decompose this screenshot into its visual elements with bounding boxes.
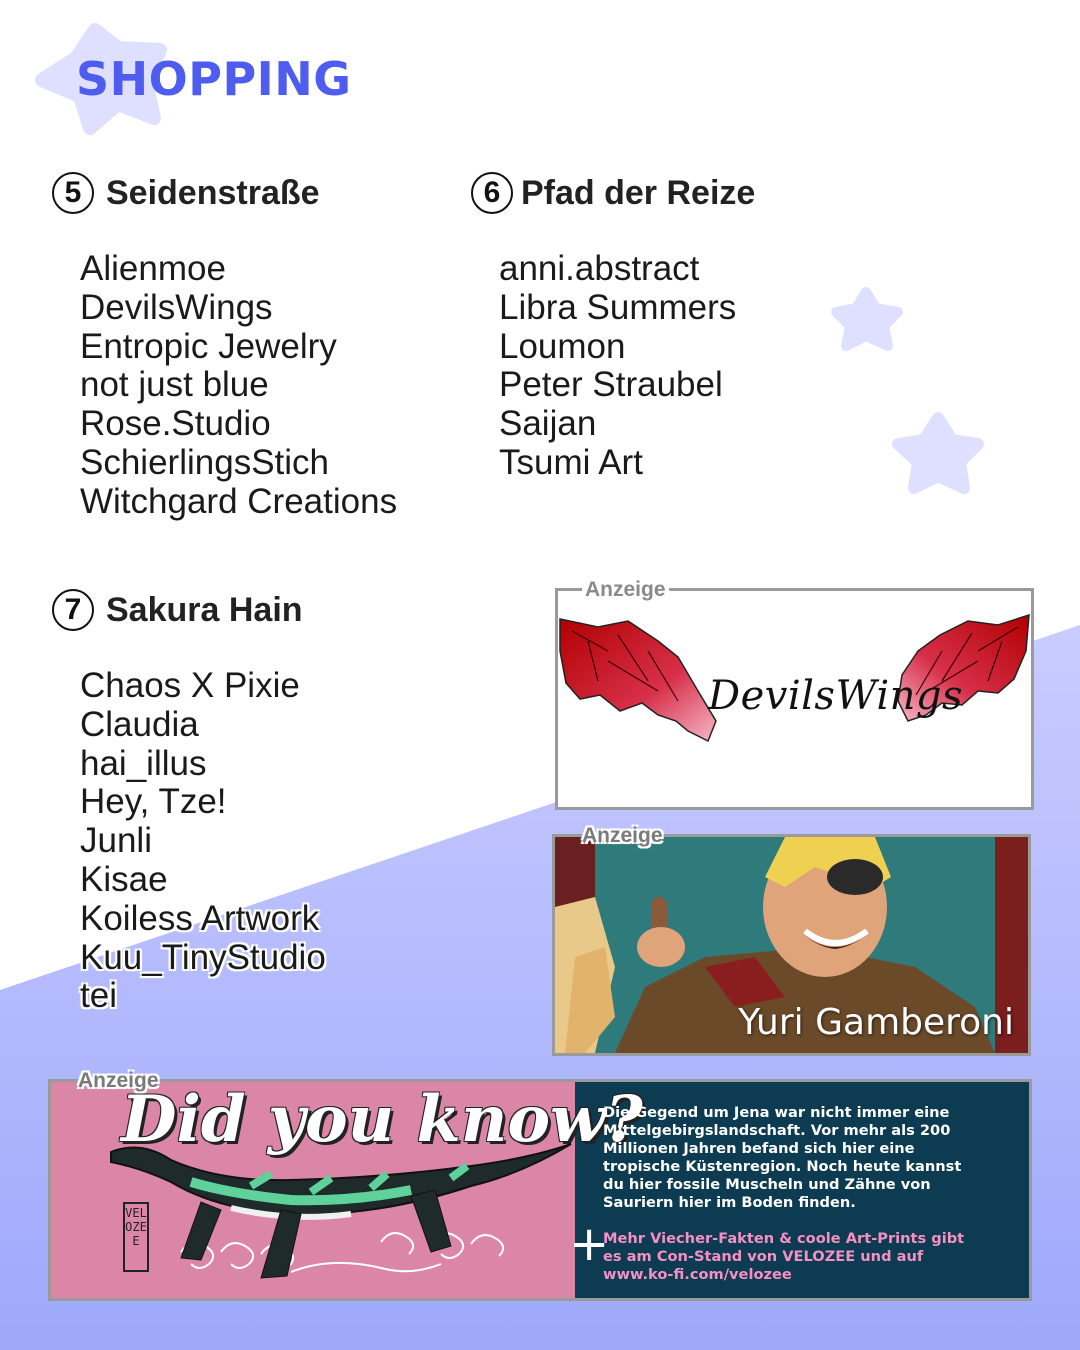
vendor-item: Saijan [499, 404, 597, 444]
vendor-item: not just blue [80, 365, 269, 405]
vendor-item: anni.abstract [499, 249, 700, 288]
section-sakura-hain [52, 589, 326, 1016]
vendor-item: tei [80, 976, 117, 1016]
section-title: Sakura Hain [106, 590, 303, 629]
vendor-item: Claudia [80, 704, 199, 744]
vendor-item: Alienmoe [80, 249, 226, 288]
vendor-item: Entropic Jewelry [80, 326, 337, 366]
velozee-did-you-know-ad[interactable] [48, 1069, 1032, 1301]
plus-icon: + [569, 1216, 610, 1272]
star-decoration [836, 292, 898, 346]
vendor-item: Koiless Artwork [80, 898, 320, 938]
star-decoration [898, 418, 978, 488]
section-number-badge: 6 [471, 172, 513, 214]
did-you-know-headline: Did you know? [121, 1082, 643, 1157]
vendor-item: SchierlingsStich [80, 442, 329, 482]
section-seidenstrasse [52, 172, 397, 522]
section-number-badge: 7 [52, 589, 94, 631]
section-number-badge: 5 [52, 172, 94, 214]
section-header [52, 589, 326, 631]
page-title: SHOPPING [76, 52, 352, 106]
vendor-item: Libra Summers [499, 287, 737, 327]
vendor-item: hai_illus [80, 743, 207, 783]
section-header [471, 172, 755, 214]
vendor-item: DevilsWings [80, 287, 273, 327]
section-title: Seidenstraße [106, 173, 320, 212]
promo-text[interactable]: Mehr Viecher-Fakten & coole Art-Prints gibt es am Con-Stand von VELOZEE und auf www.ko-fi.com/velozee [603, 1230, 965, 1283]
ad-label: Anzeige [582, 579, 669, 601]
devilswings-logo-text: DevilsWings [708, 673, 964, 719]
vendor-item: Hey, Tze! [80, 782, 227, 822]
vendor-list [80, 667, 326, 1016]
ad-label: Anzeige [78, 1069, 159, 1092]
section-header [52, 172, 397, 214]
artist-name: Yuri Gamberoni [738, 1002, 1014, 1043]
vendor-item: Kuu_TinyStudio [80, 937, 326, 977]
devilswings-ad[interactable] [555, 578, 1034, 810]
section-title: Pfad der Reize [521, 173, 756, 212]
section-pfad-der-reize [471, 172, 755, 483]
vendor-list [499, 250, 755, 483]
plesiosaur-body [111, 1144, 571, 1215]
fact-text: Die Gegend um Jena war nicht immer eine Mittelgebirgslandschaft. Vor mehr als 200 Millionen Jahren befand sich hier eine tropische Küstenregion. Noch heute kannst du hier fossile Muscheln und Zähne von Sauriern hier im Boden finden. [603, 1104, 962, 1211]
ad-label: Anzeige [582, 824, 663, 847]
vendor-item: Chaos X Pixie [80, 666, 300, 705]
vendor-item: Tsumi Art [499, 442, 643, 482]
vendor-item: Witchgard Creations [80, 481, 398, 521]
artist-signature: VELOZEE [123, 1202, 149, 1272]
vendor-item: Junli [80, 821, 152, 861]
vendor-list [80, 250, 397, 522]
vendor-item: Kisae [80, 859, 168, 899]
vendor-item: Peter Straubel [499, 365, 723, 405]
vendor-item: Rose.Studio [80, 404, 271, 444]
yuri-gamberoni-ad[interactable] [552, 824, 1031, 1056]
vendor-item: Loumon [499, 326, 626, 366]
